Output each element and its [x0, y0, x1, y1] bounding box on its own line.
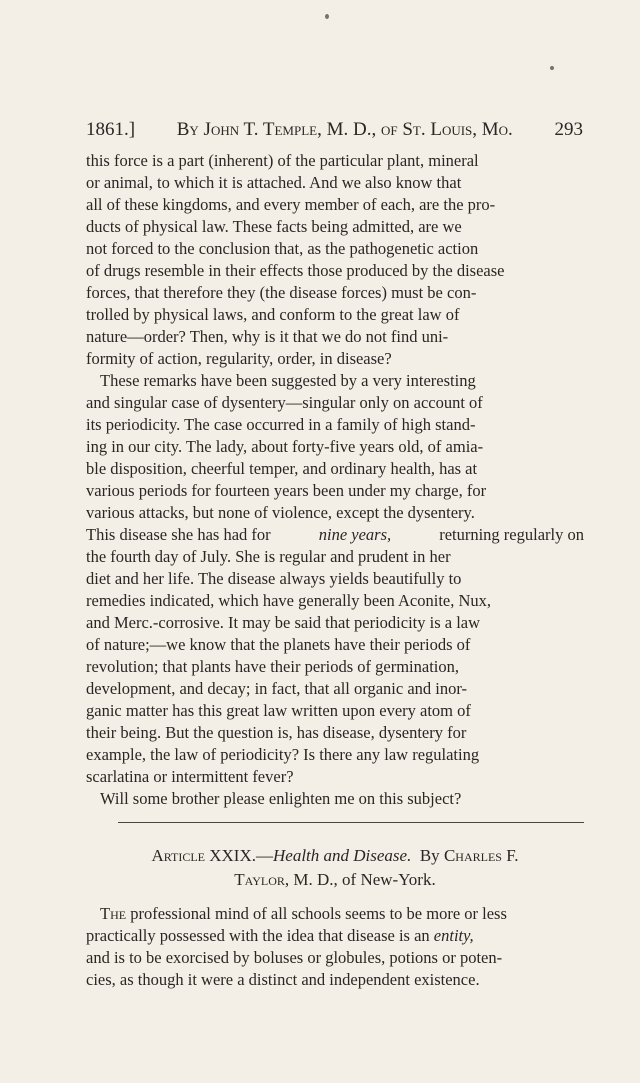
running-header — [86, 118, 583, 142]
drop-word: The — [100, 904, 127, 923]
text-line: and Merc.-corrosive. It may be said that periodicity is a law — [86, 613, 481, 632]
article-heading-line-1: Article XXIX.—Health and Disease. By Charles F. — [151, 846, 519, 865]
text-line: The professional mind of all schools seems to be more or less — [100, 904, 507, 923]
text-line: example, the law of periodicity? Is there any law regulating — [86, 745, 480, 764]
article-label: Article — [151, 846, 205, 865]
ink-speck — [325, 14, 329, 19]
emphasis-nine-years: nine years, — [318, 525, 392, 544]
text-line: its periodicity. The case occurred in a family of high stand- — [86, 415, 476, 434]
text-line: ganic matter has this great law written upon every atom of — [86, 701, 471, 720]
article-author-last: Taylor, — [234, 870, 290, 889]
text-line: this force is a part (inherent) of the particular plant, mineral — [86, 151, 479, 170]
text-line-nine-years: This disease she has had for nine years, returning regularly on — [86, 525, 584, 544]
text-line: scarlatina or intermittent fever? — [86, 767, 294, 786]
header-author-line: By John T. Temple, M. D., of St. Louis, Mo. — [176, 119, 513, 140]
body-paragraphs — [86, 150, 584, 810]
text-line: all of these kingdoms, and every member of each, are the pro- — [86, 195, 496, 214]
text-line: formity of action, regularity, order, in disease? — [86, 349, 392, 368]
text-line: ing in our city. The lady, about forty-five years old, of amia- — [86, 437, 484, 456]
text-line: Will some brother please enlighten me on this subject? — [100, 789, 462, 808]
text-line: and singular case of dysentery—singular only on account of — [86, 393, 483, 412]
text-line: their being. But the question is, has disease, dysentery for — [86, 723, 467, 742]
article-author-first: Charles F. — [443, 846, 519, 865]
text-line: ble disposition, cheerful temper, and ordinary health, has at — [86, 459, 478, 478]
text-line: These remarks have been suggested by a very interesting — [100, 371, 476, 390]
header-year: 1861.] — [86, 119, 136, 140]
text-line: the fourth day of July. She is regular and prudent in her — [86, 547, 451, 566]
article-title: Health and Disease. — [273, 846, 412, 865]
text-line: cies, as though it were a distinct and independent existence. — [86, 970, 480, 989]
text-line: or animal, to which it is attached. And we also know that — [86, 173, 462, 192]
text-line: remedies indicated, which have generally been Aconite, Nux, — [86, 591, 492, 610]
text-line: and is to be exorcised by boluses or globules, potions or poten- — [86, 948, 503, 967]
text-line: not forced to the conclusion that, as the pathogenetic action — [86, 239, 479, 258]
page-number: 293 — [554, 119, 583, 140]
text-line: nature—order? Then, why is it that we do not find uni- — [86, 327, 449, 346]
text-line: practically possessed with the idea that disease is an entity, — [86, 926, 474, 945]
text-line: forces, that therefore they (the disease forces) must be con- — [86, 283, 477, 302]
text-line: diet and her life. The disease always yields beautifully to — [86, 569, 462, 588]
ink-speck — [550, 66, 554, 70]
section-divider — [118, 822, 584, 823]
text-line: trolled by physical laws, and conform to the great law of — [86, 305, 460, 324]
article-heading — [86, 844, 584, 892]
emphasis-entity: entity, — [433, 926, 474, 945]
text-line: development, and decay; in fact, that all organic and inor- — [86, 679, 468, 698]
text-line: of drugs resemble in their effects those produced by the disease — [86, 261, 505, 280]
article-opening-paragraph — [86, 903, 584, 991]
text-line: various attacks, but none of violence, except the dysentery. — [86, 503, 475, 522]
text-line: of nature;—we know that the planets have their periods of — [86, 635, 471, 654]
text-line: various periods for fourteen years been under my charge, for — [86, 481, 487, 500]
article-heading-line-2: Taylor, M. D., of New-York. — [234, 870, 436, 889]
article-number: XXIX. — [209, 846, 256, 865]
text-line: revolution; that plants have their periods of germination, — [86, 657, 459, 676]
text-line: ducts of physical law. These facts being admitted, are we — [86, 217, 462, 236]
